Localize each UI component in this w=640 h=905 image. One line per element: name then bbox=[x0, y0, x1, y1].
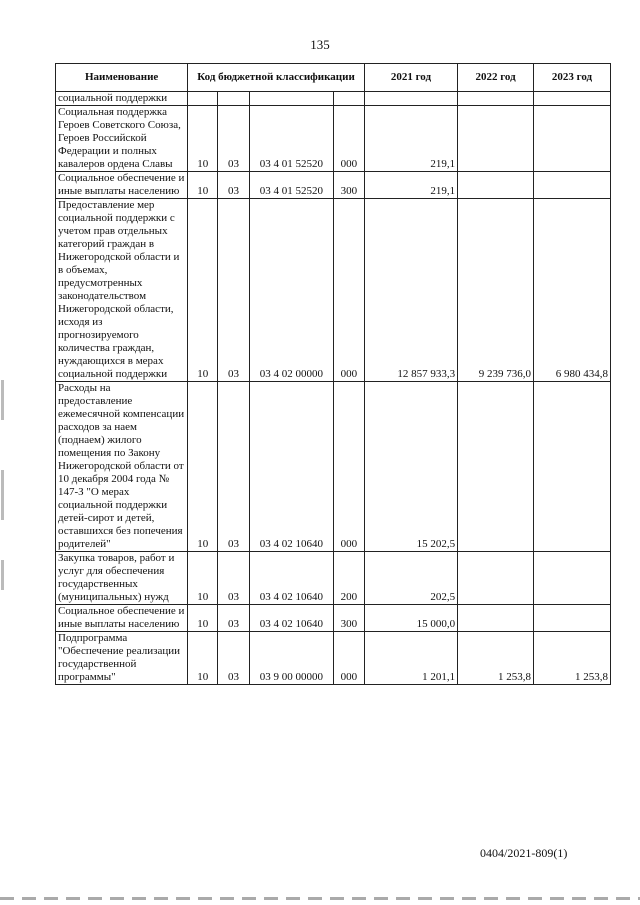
table-row bbox=[56, 632, 611, 685]
row-value-2023 bbox=[534, 106, 611, 172]
row-value-2021: 219,1 bbox=[364, 172, 457, 199]
header-classification: Код бюджетной классификации bbox=[188, 64, 364, 92]
row-value-2023 bbox=[534, 172, 611, 199]
row-expense-type: 000 bbox=[333, 382, 364, 552]
row-value-2022 bbox=[458, 552, 534, 605]
margin-scan-mark bbox=[1, 560, 4, 590]
row-value-2023 bbox=[534, 605, 611, 632]
row-value-2022 bbox=[458, 92, 534, 106]
row-subsection: 03 bbox=[218, 382, 250, 552]
row-target-code: 03 9 00 00000 bbox=[249, 632, 333, 685]
row-name: социальной поддержки bbox=[56, 92, 188, 106]
row-section: 10 bbox=[188, 552, 218, 605]
row-name: Расходы на предоставление ежемесячной компенсации расходов за наем (поднаем) жилого помещения по Закону Нижегородской области от 10 декабря 2004 года № 147-З "О мерах социальной поддержки детей-сирот и детей, оставшихся без попечения родителей" bbox=[56, 382, 188, 552]
row-section: 10 bbox=[188, 632, 218, 685]
row-subsection: 03 bbox=[218, 172, 250, 199]
header-2022: 2022 год bbox=[458, 64, 534, 92]
row-target-code: 03 4 02 10640 bbox=[249, 605, 333, 632]
row-target-code: 03 4 02 10640 bbox=[249, 382, 333, 552]
table-row bbox=[56, 552, 611, 605]
row-expense-type: 200 bbox=[333, 552, 364, 605]
header-2021: 2021 год bbox=[364, 64, 457, 92]
row-value-2022 bbox=[458, 106, 534, 172]
row-subsection: 03 bbox=[218, 199, 250, 382]
row-subsection: 03 bbox=[218, 632, 250, 685]
row-expense-type: 000 bbox=[333, 632, 364, 685]
row-target-code bbox=[249, 92, 333, 106]
row-value-2021: 15 000,0 bbox=[364, 605, 457, 632]
row-name: Закупка товаров, работ и услуг для обеспечения государственных (муниципальных) нужд bbox=[56, 552, 188, 605]
row-target-code: 03 4 02 10640 bbox=[249, 552, 333, 605]
row-section: 10 bbox=[188, 199, 218, 382]
header-2023: 2023 год bbox=[534, 64, 611, 92]
row-value-2021: 12 857 933,3 bbox=[364, 199, 457, 382]
page-number: 135 bbox=[310, 37, 330, 52]
row-section: 10 bbox=[188, 172, 218, 199]
row-value-2023: 6 980 434,8 bbox=[534, 199, 611, 382]
row-subsection: 03 bbox=[218, 106, 250, 172]
row-section: 10 bbox=[188, 106, 218, 172]
row-subsection: 03 bbox=[218, 605, 250, 632]
row-value-2022 bbox=[458, 382, 534, 552]
row-expense-type: 000 bbox=[333, 199, 364, 382]
row-section: 10 bbox=[188, 382, 218, 552]
row-target-code: 03 4 01 52520 bbox=[249, 172, 333, 199]
table-row bbox=[56, 199, 611, 382]
header-row bbox=[56, 64, 611, 92]
row-value-2021: 1 201,1 bbox=[364, 632, 457, 685]
row-value-2021 bbox=[364, 92, 457, 106]
table-row bbox=[56, 172, 611, 199]
row-value-2022 bbox=[458, 172, 534, 199]
table-row bbox=[56, 106, 611, 172]
row-value-2021: 15 202,5 bbox=[364, 382, 457, 552]
row-name: Предоставление мер социальной поддержки с учетом прав отдельных категорий граждан в Нижегородской области и в объемах, предусмотренных законодательством Нижегородской области, исходя из прогнозируемого количества граждан, нуждающихся в мерах социальной поддержки bbox=[56, 199, 188, 382]
header-name: Наименование bbox=[56, 64, 188, 92]
row-value-2022: 1 253,8 bbox=[458, 632, 534, 685]
row-name: Социальная поддержка Героев Советского Союза, Героев Российской Федерации и полных кавалеров ордена Славы bbox=[56, 106, 188, 172]
row-value-2023 bbox=[534, 382, 611, 552]
row-section bbox=[188, 92, 218, 106]
row-target-code: 03 4 01 52520 bbox=[249, 106, 333, 172]
row-name: Социальное обеспечение и иные выплаты населению bbox=[56, 172, 188, 199]
row-target-code: 03 4 02 00000 bbox=[249, 199, 333, 382]
row-section: 10 bbox=[188, 605, 218, 632]
row-name: Социальное обеспечение и иные выплаты населению bbox=[56, 605, 188, 632]
row-subsection: 03 bbox=[218, 552, 250, 605]
row-value-2023: 1 253,8 bbox=[534, 632, 611, 685]
row-value-2021: 219,1 bbox=[364, 106, 457, 172]
margin-scan-mark bbox=[1, 470, 4, 520]
table-row bbox=[56, 382, 611, 552]
bottom-scan-artifact bbox=[0, 897, 640, 900]
row-value-2021: 202,5 bbox=[364, 552, 457, 605]
document-code: 0404/2021-809(1) bbox=[480, 846, 568, 860]
row-name: Подпрограмма "Обеспечение реализации государственной программы" bbox=[56, 632, 188, 685]
row-value-2022 bbox=[458, 605, 534, 632]
row-subsection bbox=[218, 92, 250, 106]
row-expense-type: 300 bbox=[333, 172, 364, 199]
table-row bbox=[56, 92, 611, 106]
row-value-2022: 9 239 736,0 bbox=[458, 199, 534, 382]
row-value-2023 bbox=[534, 552, 611, 605]
row-expense-type bbox=[333, 92, 364, 106]
row-expense-type: 000 bbox=[333, 106, 364, 172]
table-row bbox=[56, 605, 611, 632]
row-expense-type: 300 bbox=[333, 605, 364, 632]
budget-table bbox=[55, 63, 611, 685]
row-value-2023 bbox=[534, 92, 611, 106]
margin-scan-mark bbox=[1, 380, 4, 420]
